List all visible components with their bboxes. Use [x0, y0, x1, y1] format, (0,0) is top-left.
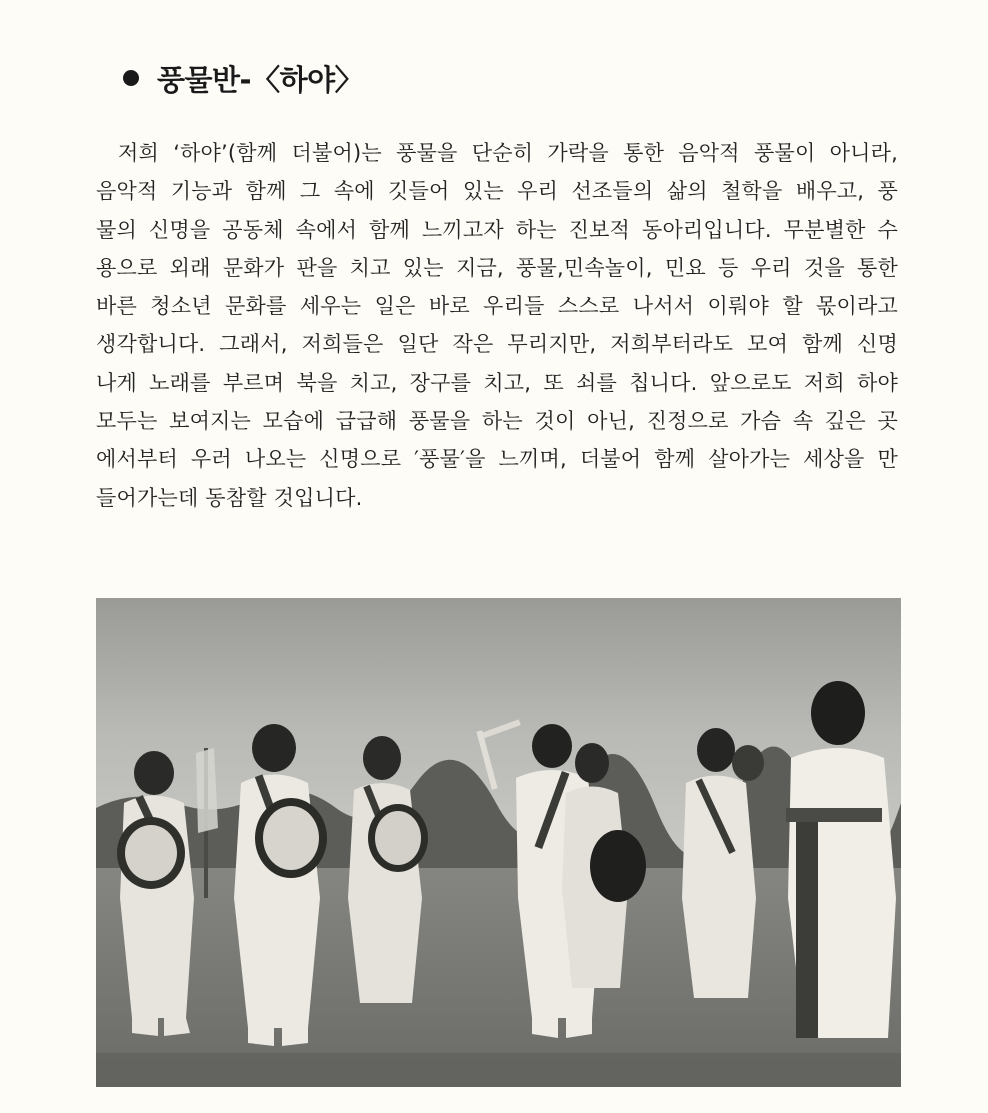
- paragraph-line: 나게 노래를 부르며 북을 치고, 장구를 치고, 또 쇠를 칩니다. 앞으로도 저희 하야: [96, 370, 898, 395]
- paragraph-line: 음악적 기능과 함께 그 속에 깃들어 있는 우리 선조들의 삶의 철학을 배우고, 풍: [96, 179, 898, 204]
- paragraph-line: 물의 신명을 공동체 속에서 함께 느끼고자 하는 진보적 동아리입니다. 무분별한 수: [96, 217, 898, 242]
- section-heading: [123, 56, 363, 100]
- paragraph-line: 들어가는데 동참할 것입니다.: [96, 485, 363, 510]
- section-title: 풍물반-〈하야〉: [157, 62, 364, 97]
- paragraph-line: 생각합니다. 그래서, 저희들은 일단 작은 무리지만, 저희부터라도 모여 함께 신명: [96, 332, 898, 357]
- body-paragraph: [96, 134, 898, 517]
- paragraph-line: 바른 청소년 문화를 세우는 일은 바로 우리들 스스로 나서서 이뤄야 할 몫이라고: [96, 294, 898, 319]
- paragraph-line: 모두는 보여지는 모습에 급급해 풍물을 하는 것이 아닌, 진정으로 가슴 속 깊은 곳: [96, 409, 898, 434]
- paragraph-line: 저희 ‘하야’(함께 더불어)는 풍물을 단순히 가락을 통한 음악적 풍물이 아니라,: [118, 141, 898, 165]
- paragraph-line: 용으로 외래 문화가 판을 치고 있는 지금, 풍물,민속놀이, 민요 등 우리 것을 통한: [96, 255, 898, 280]
- paragraph-line: 에서부터 우러 나오는 신명으로 ′풍물′을 느끼며, 더불어 함께 살아가는 세상을 만: [96, 447, 898, 472]
- bullet-icon: [123, 70, 139, 86]
- pungmul-performance-photo: [96, 598, 901, 1087]
